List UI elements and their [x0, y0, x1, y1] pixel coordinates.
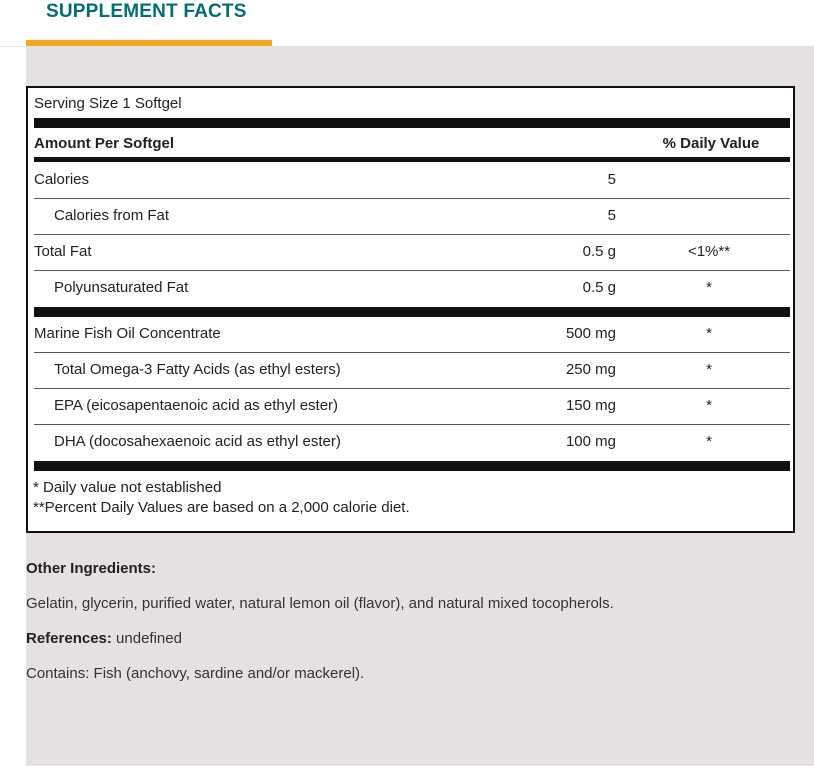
supplement-facts-table: Serving Size 1 Softgel Amount Per Softgel % Daily Value Calories 5 Calories from Fat 5 Total Fat 0.5 g <1%** Polyunsaturated Fat 0.5 g * Marine Fish Oil Concentrate 500 mg * Total Omega-3 Fatty Acids (as ethyl esters) 250 mg * EPA (eicosapentaenoic acid as ethyl ester) 150 mg * DHA (docosahexaenoic acid as ethyl ester) 100 mg * * Daily value not established **Percent Daily Values are based on a 2,000 calorie diet.: [26, 86, 795, 533]
footnote-daily-value: * Daily value not established: [33, 479, 222, 496]
references-value: undefined: [111, 630, 182, 647]
thick-divider: [34, 307, 790, 317]
row-divider: [34, 424, 790, 425]
tab-supplement-facts[interactable]: SUPPLEMENT FACTS: [46, 1, 247, 22]
other-ingredients-heading: Other Ingredients:: [26, 560, 157, 577]
row-divider: [34, 198, 790, 199]
tab-header: [0, 0, 814, 47]
row-divider: [34, 388, 790, 389]
row-divider: [34, 352, 790, 353]
thick-divider: [34, 461, 790, 471]
other-ingredients-text: Gelatin, glycerin, purified water, natural lemon oil (flavor), and natural mixed tocopherols.: [26, 595, 614, 612]
allergen-contains: Contains: Fish (anchovy, sardine and/or mackerel).: [26, 665, 365, 682]
thick-divider: [34, 118, 790, 128]
footnote-percent-daily: **Percent Daily Values are based on a 2,000 calorie diet.: [33, 499, 410, 516]
amount-per-header: Amount Per Softgel: [34, 135, 175, 152]
row-divider: [34, 234, 790, 235]
medium-divider: [34, 157, 790, 162]
references-label: References:: [26, 630, 112, 647]
row-divider: [34, 270, 790, 271]
daily-value-header: % Daily Value: [662, 135, 760, 152]
references-line: [26, 630, 182, 647]
